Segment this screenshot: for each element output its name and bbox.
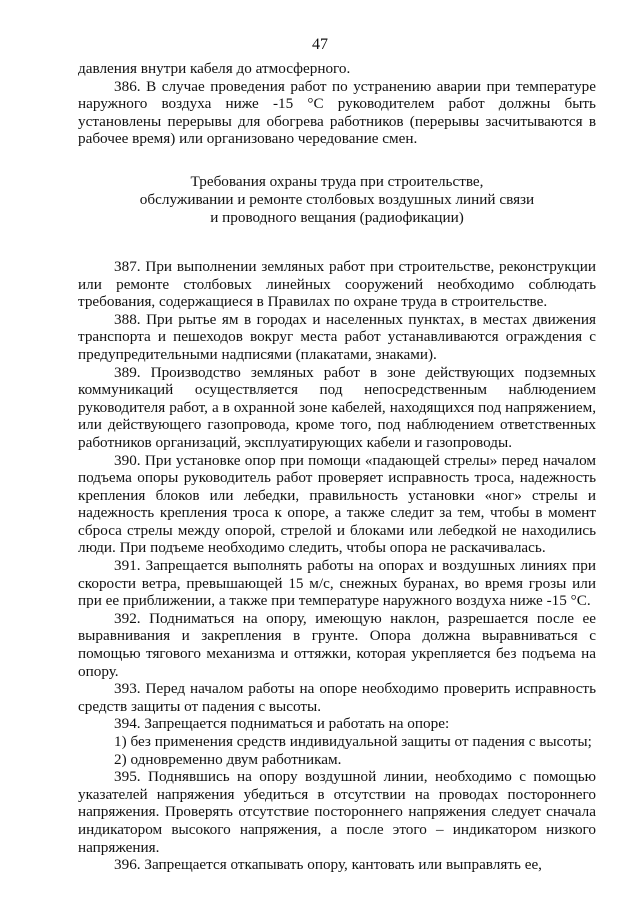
paragraph-393: 393. Перед началом работы на опоре необходимо проверить исправность средств защиты от падения с высоты. [78,680,596,715]
paragraph-386: 386. В случае проведения работ по устранению аварии при температуре наружного воздуха ниже -15 °С руководителем работ должны быть установлены перерывы для обогрева работников (перерывы засчитываются в рабочее время) или организовано чередование смен. [78,77,596,148]
paragraph-391: 391. Запрещается выполнять работы на опорах и воздушных линиях при скорости ветра, превышающей 15 м/с, снежных буранах, во время грозы или при ее приближении, а также при температуре наружного воздуха ниже -15 °С. [78,557,596,610]
document-body [78,60,596,874]
section-heading [78,173,596,227]
page-number: 47 [312,36,328,53]
heading-line-1: Требования охраны труда при строительстве, [190,172,484,190]
paragraph-392: 392. Подниматься на опору, имеющую наклон, разрешается после ее выравнивания и закрепления в грунте. Опора должна выравниваться с помощью тягового механизма и оттяжки, которая укрепляется без подъема на опору. [78,609,596,680]
paragraph-387: 387. При выполнении земляных работ при строительстве, реконструкции или ремонте столбовых линейных сооружений необходимо соблюдать требования, содержащиеся в Правилах по охране труда в строительстве. [78,257,596,311]
paragraph-396: 396. Запрещается откапывать опору, кантовать или выправлять ее, [114,856,542,874]
heading-line-3: и проводного вещания (радиофикации) [210,208,464,226]
paragraph-388: 388. При рытье ям в городах и населенных пунктах, в местах движения транспорта и пешеходов вокруг места работ устанавливаются ограждения с предупредительными надписями (плакатами, знаками). [78,310,596,363]
paragraph-394: 394. Запрещается подниматься и работать на опоре: [114,715,450,733]
list-item-394-1: 1) без применения средств индивидуальной защиты от падения с высоты; [114,733,592,750]
paragraph-390: 390. При установке опор при помощи «падающей стрелы» перед началом подъема опоры руководитель работ проверяет исправность троса, надежность крепления блоков или лебедки, правильность установки «ног» стрелы и надежность крепления троса к опоре, а также следит за тем, чтобы в момент сброса стрелы между опорой, стрелой и блоками или лебедкой не находились люди. При подъеме необходимо следить, чтобы опора не раскачивалась. [78,451,596,557]
paragraph-continuation: давления внутри кабеля до атмосферного. [78,60,351,77]
paragraph-389: 389. Производство земляных работ в зоне действующих подземных коммуникаций осуществляется под непосредственным наблюдением руководителя работ, а в охранной зоне кабелей, находящихся под напряжением, или действующего газопровода, кроме того, под наблюдением ответственных работников организаций, эксплуатирующих кабели и газопроводы. [78,363,596,451]
heading-line-2: обслуживании и ремонте столбовых воздушных линий связи [139,190,535,208]
paragraph-395: 395. Поднявшись на опору воздушной линии, необходимо с помощью указателей напряжения убедиться в отсутствии на проводах постороннего напряжения. Проверять отсутствие постороннего напряжения следует сначала индикатором высокого напряжения, а после этого – индикатором низкого напряжения. [78,768,596,856]
list-item-394-2: 2) одновременно двум работникам. [114,750,342,768]
